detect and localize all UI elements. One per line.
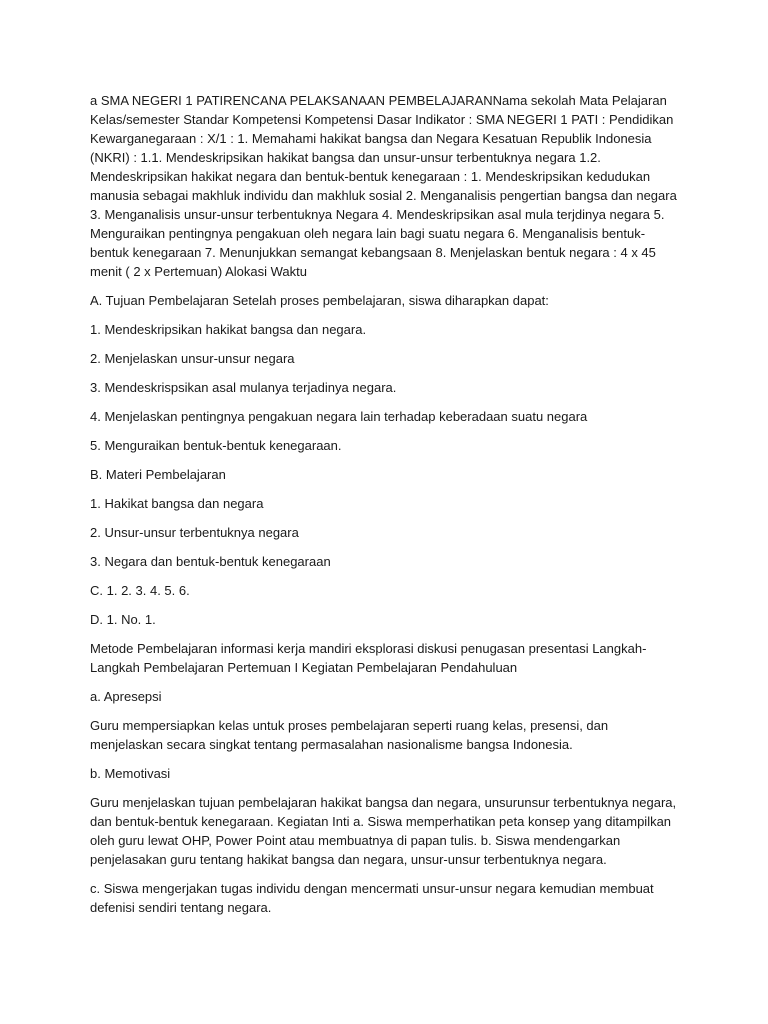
- list-item: 3. Negara dan bentuk-bentuk kenegaraan: [90, 554, 331, 569]
- section-a-heading: A. Tujuan Pembelajaran Setelah proses pembelajaran, siswa diharapkan dapat:: [90, 293, 549, 308]
- document-body: [90, 91, 682, 927]
- method-paragraph: Metode Pembelajaran informasi kerja mandiri eksplorasi diskusi penugasan presentasi Langkah-Langkah Pembelajaran Pertemuan I Kegiatan Pembelajaran Pendahuluan: [90, 641, 647, 675]
- apersepsi-heading: a. Apresepsi: [90, 689, 162, 704]
- list-item: 4. Menjelaskan pentingnya pengakuan negara lain terhadap keberadaan suatu negara: [90, 409, 588, 424]
- motivasi-heading: b. Memotivasi: [90, 766, 171, 781]
- list-item: 2. Unsur-unsur terbentuknya negara: [90, 525, 299, 540]
- list-item: 2. Menjelaskan unsur-unsur negara: [90, 351, 295, 366]
- list-item: 1. Mendeskripsikan hakikat bangsa dan negara.: [90, 322, 367, 337]
- section-c-heading: C. 1. 2. 3. 4. 5. 6.: [90, 583, 190, 598]
- list-item: 3. Mendeskrispsikan asal mulanya terjadinya negara.: [90, 380, 397, 395]
- section-d-heading: D. 1. No. 1.: [90, 612, 156, 627]
- header-paragraph: a SMA NEGERI 1 PATIRENCANA PELAKSANAAN PEMBELAJARANNama sekolah Mata Pelajaran Kelas/semester Standar Kompetensi Kompetensi Dasar Indikator : SMA NEGERI 1 PATI : Pendidikan Kewarganegaraan : X/1 : 1. Memahami hakikat bangsa dan Negara Kesatuan Republik Indonesia (NKRI) : 1.1. Mendeskripsikan hakikat bangsa dan unsur-unsur terbentuknya negara 1.2. Mendeskripsikan hakikat negara dan bentuk-bentuk kenegaraan : 1. Mendeskripsikan kedudukan manusia sebagai makhluk individu dan makhluk sosial 2. Menganalisis pengertian bangsa dan negara 3. Menganalisis unsur-unsur terbentuknya Negara 4. Mendeskripsikan asal mula terjdinya negara 5. Menguraikan pentingnya pengakuan oleh negara lain bagi suatu negara 6. Menganalisis bentuk-bentuk kenegaraan 7. Menunjukkan semangat kebangsaan 8. Menjelaskan bentuk negara : 4 x 45 menit ( 2 x Pertemuan) Alokasi Waktu: [90, 93, 677, 279]
- section-b-heading: B. Materi Pembelajaran: [90, 467, 226, 482]
- motivasi-paragraph: Guru menjelaskan tujuan pembelajaran hakikat bangsa dan negara, unsurunsur terbentuknya negara, dan bentuk-bentuk kenegaraan. Kegiatan Inti a. Siswa memperhatikan peta konsep yang ditampilkan oleh guru lewat OHP, Power Point atau membuatnya di papan tulis. b. Siswa mendengarkan penjelasakan guru tentang hakikat bangsa dan negara, unsur-unsur terbentuknya negara.: [90, 795, 677, 867]
- list-item: 1. Hakikat bangsa dan negara: [90, 496, 264, 511]
- list-item: 5. Menguraikan bentuk-bentuk kenegaraan.: [90, 438, 342, 453]
- activity-paragraph: c. Siswa mengerjakan tugas individu dengan mencermati unsur-unsur negara kemudian membuat defenisi sendiri tentang negara.: [90, 881, 654, 915]
- apersepsi-paragraph: Guru mempersiapkan kelas untuk proses pembelajaran seperti ruang kelas, presensi, dan menjelaskan secara singkat tentang permasalahan nasionalisme bangsa Indonesia.: [90, 718, 609, 752]
